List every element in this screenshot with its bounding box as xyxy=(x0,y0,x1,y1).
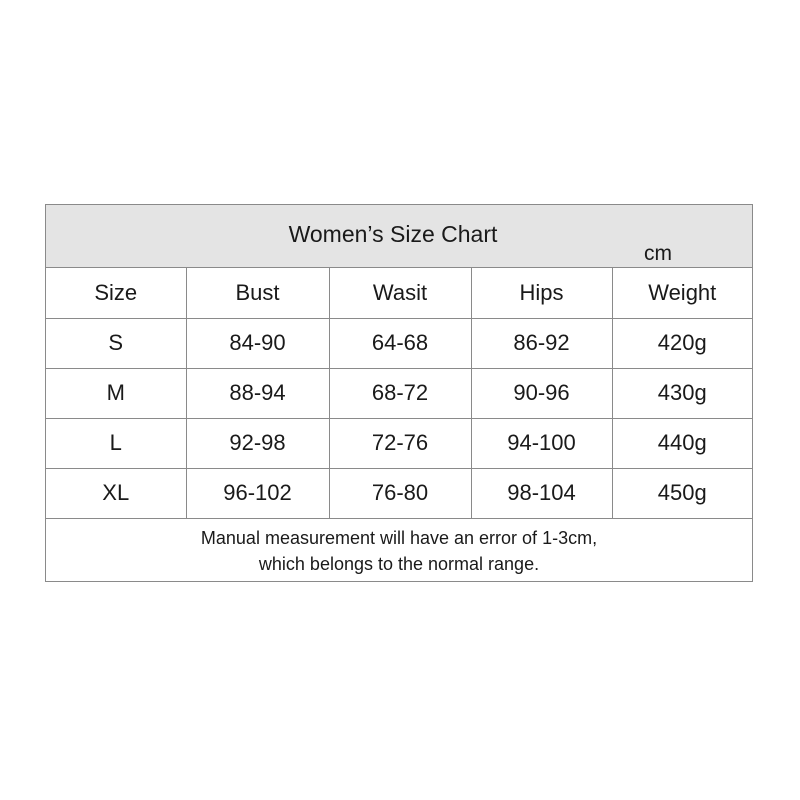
note-line-2: which belongs to the normal range. xyxy=(258,553,540,574)
unit-label: cm xyxy=(644,242,672,265)
cell-hips: 98-104 xyxy=(471,468,612,518)
cell-waist: 64-68 xyxy=(329,318,471,368)
table-row xyxy=(46,368,752,418)
size-table xyxy=(46,268,752,519)
cell-weight: 440g xyxy=(612,418,752,468)
cell-weight: 450g xyxy=(612,468,752,518)
table-row xyxy=(46,418,752,468)
header-row xyxy=(46,268,752,318)
cell-size: XL xyxy=(46,468,186,518)
cell-hips: 90-96 xyxy=(471,368,612,418)
header-bust: Bust xyxy=(186,268,329,318)
table-row xyxy=(46,468,752,518)
cell-weight: 430g xyxy=(612,368,752,418)
cell-waist: 72-76 xyxy=(329,418,471,468)
cell-hips: 86-92 xyxy=(471,318,612,368)
cell-bust: 96-102 xyxy=(186,468,329,518)
note-line-1: Manual measurement will have an error of 1-3cm, xyxy=(200,527,598,548)
header-waist: Wasit xyxy=(329,268,471,318)
cell-size: S xyxy=(46,318,186,368)
header-hips: Hips xyxy=(471,268,612,318)
title-row xyxy=(46,205,752,268)
header-size: Size xyxy=(46,268,186,318)
measurement-note xyxy=(46,519,752,581)
chart-title: Women’s Size Chart xyxy=(288,221,498,247)
cell-hips: 94-100 xyxy=(471,418,612,468)
size-chart xyxy=(45,204,753,582)
cell-bust: 88-94 xyxy=(186,368,329,418)
cell-size: M xyxy=(46,368,186,418)
cell-waist: 68-72 xyxy=(329,368,471,418)
cell-bust: 84-90 xyxy=(186,318,329,368)
header-weight: Weight xyxy=(612,268,752,318)
table-row xyxy=(46,318,752,368)
cell-size: L xyxy=(46,418,186,468)
cell-weight: 420g xyxy=(612,318,752,368)
cell-waist: 76-80 xyxy=(329,468,471,518)
cell-bust: 92-98 xyxy=(186,418,329,468)
